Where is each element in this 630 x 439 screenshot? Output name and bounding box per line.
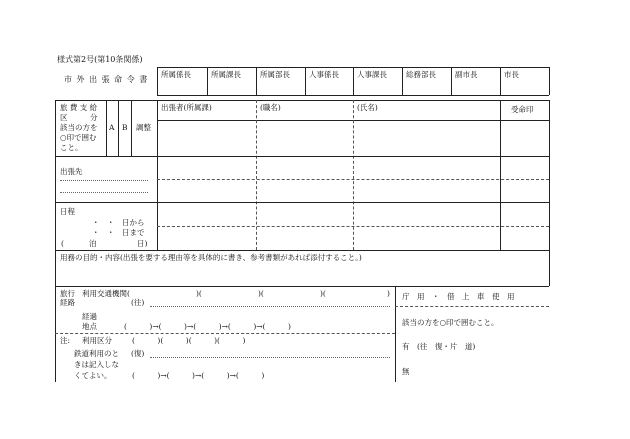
- route-label: 経路: [60, 298, 75, 307]
- car-usage-instruction: 該当の方を○印で囲むこと。: [402, 318, 499, 327]
- approver-hr-division-chief: 人事課長: [357, 70, 387, 79]
- route-outbound-note: (往): [131, 298, 145, 307]
- approver-division-chief: 所属課長: [211, 70, 241, 79]
- schedule-nights-close: 日): [137, 239, 148, 248]
- transport-paren-2: )(: [258, 289, 264, 298]
- schedule-from[interactable]: ・ ・ 日から: [92, 218, 145, 227]
- usage-options[interactable]: ( )( )( )( ): [132, 336, 246, 345]
- via-label-1: 経過: [82, 312, 97, 321]
- car-usage-title: 庁 用 ・ 借 上 車 使 用: [402, 292, 515, 301]
- document-title: 市 外 出 張 命 令 書: [64, 75, 149, 84]
- rail-note-line-2: きは記入しな: [74, 360, 119, 369]
- traveler-title-label: (職名): [260, 103, 281, 112]
- approver-section-chief: 所属係長: [161, 70, 191, 79]
- approver-deputy-mayor: 副市長: [455, 70, 478, 79]
- form-number: 様式第2号(第10条関係): [57, 55, 143, 64]
- fee-label-line-2: 区 分: [60, 113, 98, 122]
- rail-note-line-1: 鉄道利用のと: [74, 349, 119, 358]
- rail-note-line-3: くてよい。: [74, 371, 112, 380]
- via-points-return[interactable]: ( )→( )→( )→( ): [132, 371, 265, 380]
- fee-label-line-5: こと。: [60, 143, 83, 152]
- route-return-note: (復): [131, 349, 145, 358]
- car-usage-no[interactable]: 無: [402, 367, 410, 376]
- fee-label-line-4: ○印で囲む: [60, 133, 97, 142]
- traveler-name-label: (氏名): [357, 103, 378, 112]
- fee-option-b[interactable]: B: [122, 123, 128, 132]
- transport-paren-close: ): [387, 289, 390, 298]
- schedule-nights-open: (: [61, 239, 64, 248]
- transport-paren-3: )(: [320, 289, 326, 298]
- via-points-outbound[interactable]: ( )→( )→( )→( )→( ): [124, 322, 291, 331]
- approver-mayor: 市長: [504, 70, 519, 79]
- fee-option-a[interactable]: A: [109, 123, 115, 132]
- via-label-2: 地点: [82, 322, 97, 331]
- car-usage-yes[interactable]: 有 (往 復・片 道): [402, 342, 476, 351]
- travel-label: 旅行: [60, 289, 75, 298]
- destination-label: 出張先: [60, 167, 83, 176]
- usage-label: 利用区分: [82, 336, 112, 345]
- purpose-label: 用務の目的・内容(出張を要する理由等を具体的に書き、参考書類があれば添付すること。): [60, 253, 362, 262]
- approver-hr-section-chief: 人事係長: [309, 70, 339, 79]
- fee-adjustment[interactable]: 調整: [136, 123, 151, 132]
- fee-label-line-3: 該当の方を: [60, 123, 98, 132]
- approver-general-affairs-director: 総務部長: [406, 70, 436, 79]
- traveler-dept-label: 出張者(所属課): [161, 103, 212, 112]
- approver-dept-director: 所属部長: [260, 70, 290, 79]
- schedule-label: 日程: [60, 207, 75, 216]
- seal-label: 受命印: [511, 105, 534, 114]
- schedule-nights-word: 泊: [89, 239, 97, 248]
- fee-label-line-1: 旅 費 支 給: [60, 103, 98, 112]
- transport-paren-1: )(: [196, 289, 202, 298]
- note-label: 注:: [60, 336, 71, 345]
- schedule-to[interactable]: ・ ・ 日まで: [92, 228, 145, 237]
- transport-means-label: 利用交通機関(: [82, 289, 130, 298]
